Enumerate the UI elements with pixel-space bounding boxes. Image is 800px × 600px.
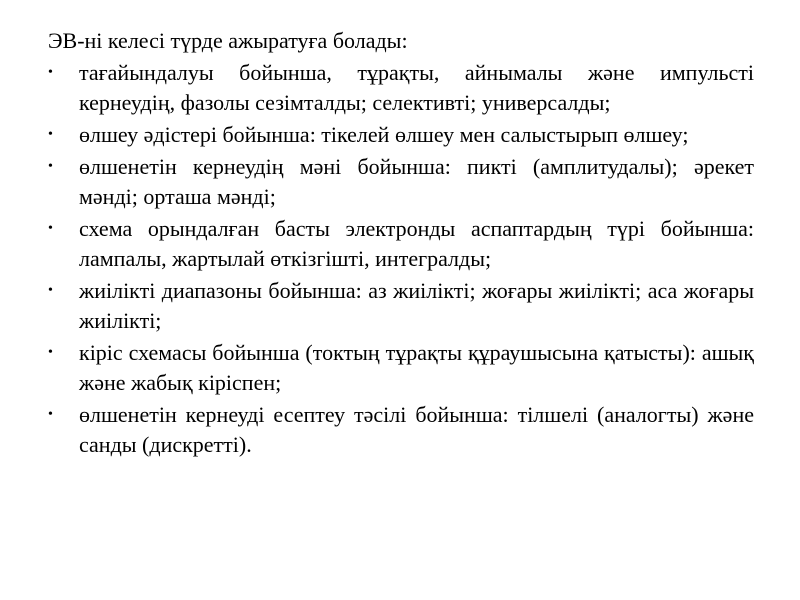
bullet-icon: • (48, 221, 53, 236)
list-item-text: жиілікті диапазоны бойынша: аз жиілікті; жоғары жиілікті; аса жоғары жиілікті; (79, 278, 754, 333)
list-item-text: кіріс схемасы бойынша (токтың тұрақты құраушысына қатысты): ашық және жабық кіріспен; (79, 340, 754, 395)
list-item-text: өлшенетін кернеудің мәні бойынша: пикті (амплитудалы); әрекет мәнді; орташа мәнді; (79, 154, 754, 209)
list-item (48, 120, 754, 150)
list-item (48, 58, 754, 118)
bullet-icon: • (48, 345, 53, 360)
list-item (48, 276, 754, 336)
bullet-list (48, 58, 754, 460)
bullet-icon: • (48, 407, 53, 422)
list-item-text: өлшенетін кернеуді есептеу тәсілі бойынша: тілшелі (аналогты) және санды (дискретті). (79, 402, 754, 457)
list-item-text: өлшеу әдістері бойынша: тікелей өлшеу мен салыстырып өлшеу; (79, 122, 689, 147)
list-item (48, 338, 754, 398)
bullet-icon: • (48, 127, 53, 142)
list-item-text: тағайындалуы бойынша, тұрақты, айнымалы және импульсті кернеудің, фазолы сезімталды; селективті; универсалды; (79, 60, 754, 115)
slide-content (48, 26, 754, 462)
bullet-icon: • (48, 283, 53, 298)
bullet-icon: • (48, 159, 53, 174)
list-item (48, 400, 754, 460)
list-item-text: схема орындалған басты электронды аспаптардың түрі бойынша: лампалы, жартылай өткізгішті, интегралды; (79, 216, 754, 271)
list-item (48, 152, 754, 212)
intro-text: ЭВ-ні келесі түрде ажыратуға болады: (48, 28, 408, 53)
list-item (48, 214, 754, 274)
bullet-icon: • (48, 65, 53, 80)
